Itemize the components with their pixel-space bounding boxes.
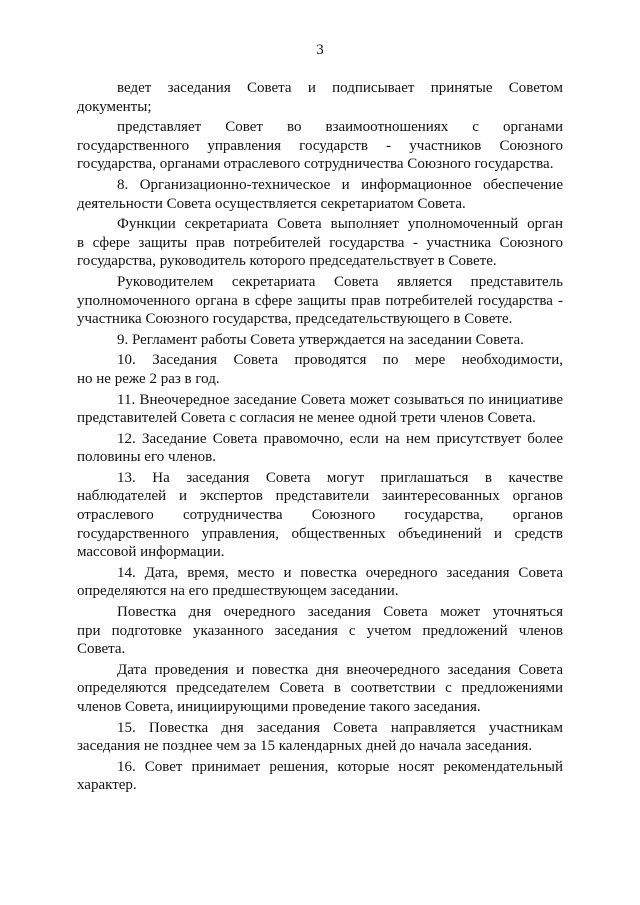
text-line: 9. Регламент работы Совета утверждается на заседании Совета. bbox=[117, 331, 524, 348]
text-line: членов Совета, инициирующими проведение такого заседания. bbox=[77, 699, 481, 715]
text-line: при подготовке указанного заседания с учетом предложений членов bbox=[77, 622, 563, 639]
text-line: документы; bbox=[77, 98, 152, 115]
document-body bbox=[77, 79, 563, 797]
text-line: 13. На заседания Совета могут приглашаться в качестве bbox=[117, 469, 563, 486]
text-line: Руководителем секретариата Совета является представитель bbox=[117, 273, 563, 290]
text-line: 12. Заседание Совета правомочно, если на нем присутствует более bbox=[117, 430, 563, 447]
text-line: 8. Организационно-техническое и информационное обеспечение bbox=[117, 176, 563, 193]
text-line: в сфере защиты прав потребителей государства - участника Союзного bbox=[77, 234, 563, 251]
text-line: 15. Повестка дня заседания Совета направляется участникам bbox=[117, 719, 563, 736]
text-line: ведет заседания Совета и подписывает принятые Советом bbox=[117, 80, 563, 96]
paragraph bbox=[77, 215, 563, 271]
text-line: массовой информации. bbox=[77, 544, 225, 561]
paragraph bbox=[77, 273, 563, 329]
paragraph bbox=[77, 430, 563, 467]
paragraph bbox=[77, 661, 563, 717]
text-line: участника Союзного государства, председательствующего в Совете. bbox=[77, 311, 513, 328]
paragraph bbox=[77, 603, 563, 659]
text-line: но не реже 2 раз в год. bbox=[77, 370, 220, 387]
paragraph bbox=[77, 719, 563, 756]
text-line: наблюдателей и экспертов представители заинтересованных органов bbox=[77, 488, 563, 505]
text-line: представляет Совет во взаимоотношениях с органами bbox=[117, 119, 563, 136]
text-line: определяются на его предшествующем заседании. bbox=[77, 583, 399, 600]
paragraph bbox=[77, 351, 563, 388]
text-line: Функции секретариата Совета выполняет уполномоченный орган bbox=[117, 216, 563, 233]
paragraph bbox=[77, 564, 563, 601]
text-line: заседания не позднее чем за 15 календарных дней до начала заседания. bbox=[77, 738, 533, 755]
text-line: государственного управления государств - участников Союзного bbox=[77, 137, 563, 154]
paragraph bbox=[77, 79, 563, 116]
text-line: Повестка дня очередного заседания Совета может уточняться bbox=[117, 604, 563, 621]
text-line: уполномоченного органа в сфере защиты прав потребителей государства - bbox=[77, 292, 563, 309]
paragraph bbox=[77, 331, 563, 350]
text-line: государства, руководитель которого председательствует в Совете. bbox=[77, 253, 497, 270]
text-line: 11. Внеочередное заседание Совета может созываться по инициативе bbox=[117, 391, 563, 408]
text-line: 16. Совет принимает решения, которые носят рекомендательный bbox=[117, 758, 563, 775]
paragraph bbox=[77, 391, 563, 428]
paragraph bbox=[77, 118, 563, 174]
text-line: Дата проведения и повестка дня внеочередного заседания Совета bbox=[117, 661, 563, 678]
text-line: государства, органами отраслевого сотрудничества Союзного государства. bbox=[77, 156, 554, 173]
text-line: половины его членов. bbox=[77, 449, 217, 466]
paragraph bbox=[77, 176, 563, 213]
text-line: деятельности Совета осуществляется секретариатом Совета. bbox=[77, 195, 466, 212]
text-line: представителей Совета с согласия не менее одной трети членов Совета. bbox=[77, 410, 536, 427]
paragraph bbox=[77, 758, 563, 795]
text-line: характер. bbox=[77, 777, 137, 794]
text-line: 14. Дата, время, место и повестка очередного заседания Совета bbox=[117, 564, 563, 581]
text-line: 10. Заседания Совета проводятся по мере необходимости, bbox=[117, 352, 563, 369]
text-line: отраслевого сотрудничества Союзного государства, органов bbox=[77, 507, 563, 524]
text-line: Совета. bbox=[77, 641, 126, 658]
paragraph bbox=[77, 469, 563, 562]
text-line: государственного управления, общественных объединений и средств bbox=[77, 525, 563, 542]
text-line: определяются председателем Совета в соответствии с предложениями bbox=[77, 680, 563, 697]
page-number: 3 bbox=[316, 42, 324, 58]
